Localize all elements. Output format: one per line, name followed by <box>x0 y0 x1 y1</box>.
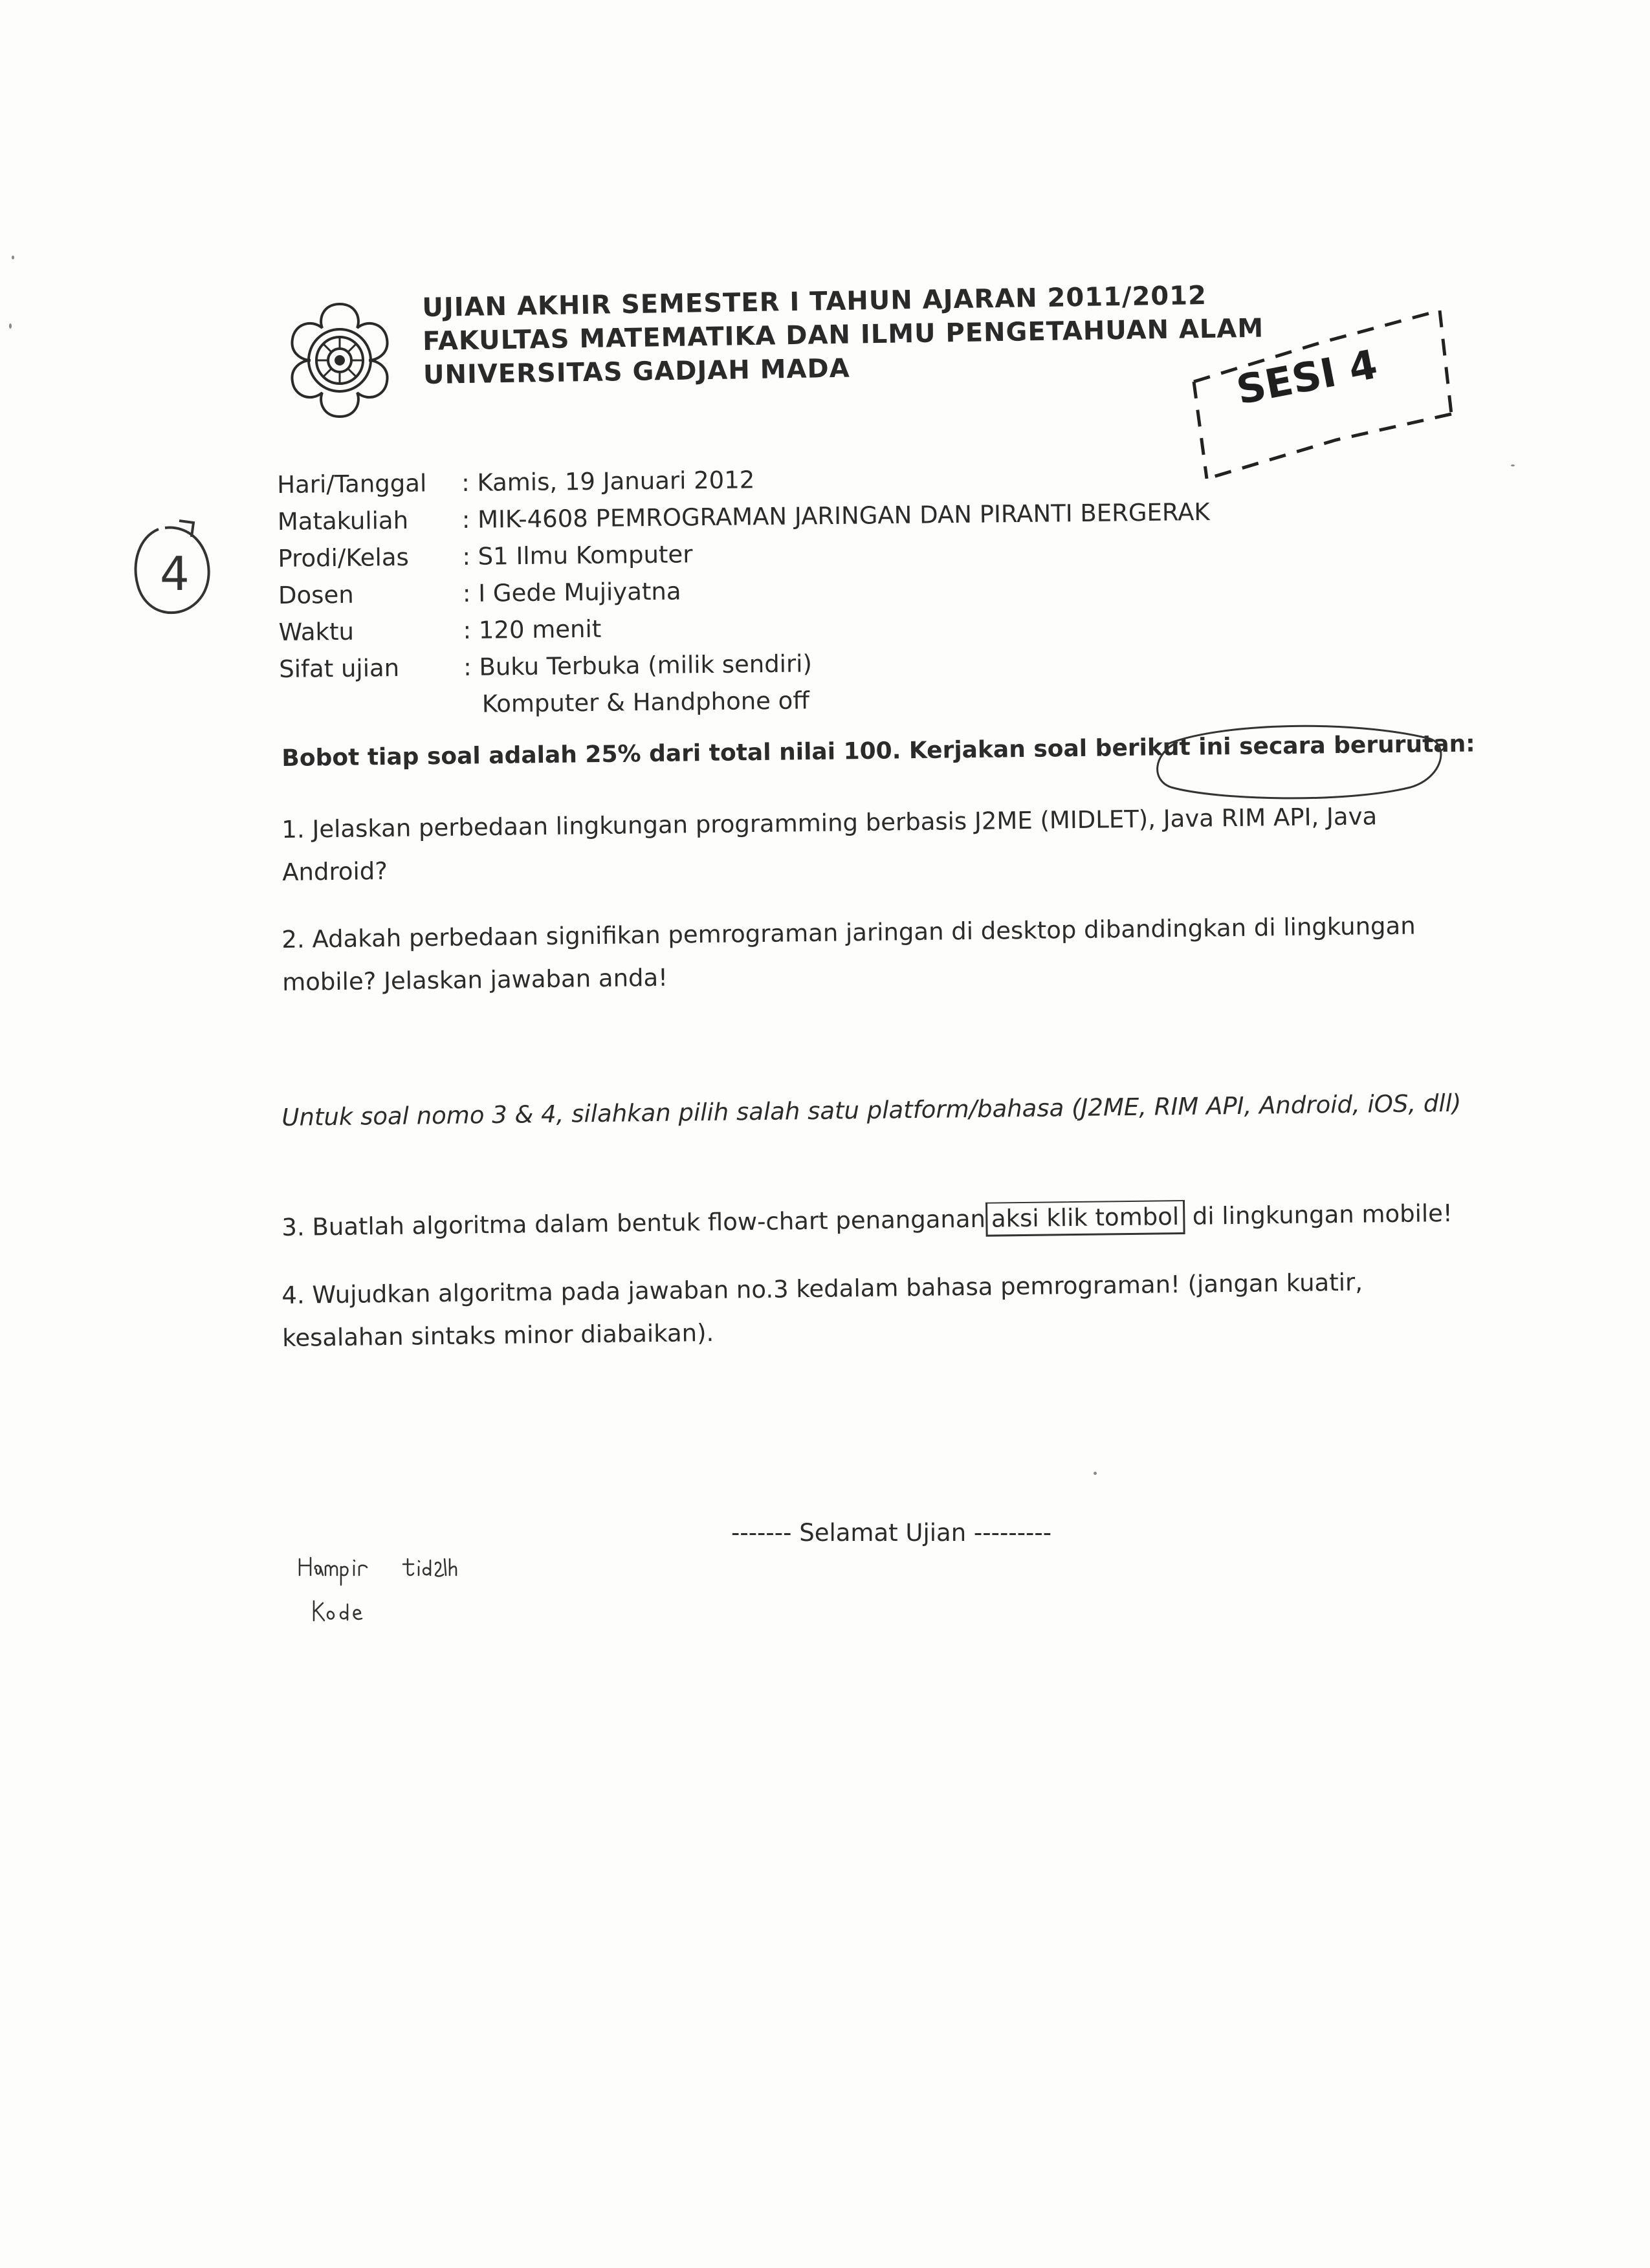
closing-greeting: ------- Selamat Ujian --------- <box>731 1519 1052 1547</box>
handwritten-note <box>294 1540 501 1643</box>
question-1: 1. Jelaskan perbedaan lingkungan programming berbasis J2ME (MIDLET), Java RIM API, Java Android? <box>281 802 1378 886</box>
info-value: : 120 menit <box>463 615 602 645</box>
info-value: : Buku Terbuka (milik sendiri) <box>463 649 813 681</box>
question-4: 4. Wujudkan algoritma pada jawaban no.3 kedalam bahasa pemrograman! (jangan kuatir, kesalahan sintaks minor diabaikan). <box>281 1268 1363 1352</box>
header-title: UJIAN AKHIR SEMESTER I TAHUN AJARAN 2011/2012 <box>422 280 1207 323</box>
question-3-text-end: di lingkungan mobile! <box>1184 1199 1453 1230</box>
info-value: : I Gede Mujiyatna <box>462 577 681 608</box>
info-value: : S1 Ilmu Komputer <box>462 540 693 571</box>
scan-speck <box>12 256 14 259</box>
info-label: Prodi/Kelas <box>278 543 410 572</box>
info-value: : Kamis, 19 Januari 2012 <box>461 466 755 497</box>
info-label: Sifat ujian <box>279 654 400 683</box>
scan-speck <box>9 323 12 329</box>
session-stamp: SESI 4 <box>1233 340 1381 414</box>
question-3-boxed-phrase: aksi klik tombol <box>985 1200 1185 1237</box>
circled-number-mark <box>126 518 217 631</box>
handwritten-circle-mark <box>1139 719 1449 803</box>
info-label: Matakuliah <box>277 506 409 536</box>
info-label: Dosen <box>278 580 354 609</box>
exam-info <box>277 459 1212 723</box>
header-faculty: FAKULTAS MATEMATIKA DAN ILMU PENGETAHUAN ALAM <box>422 313 1264 356</box>
question-3-text: 3. Buatlah algoritma dalam bentuk flow-chart penanganan <box>281 1205 986 1241</box>
scan-speck <box>1094 1472 1097 1475</box>
question-2: 2. Adakah perbedaan signifikan pemrograman jaringan di desktop dibandingkan di lingkungan mobile? Jelaskan jawaban anda! <box>281 911 1416 996</box>
info-label: Hari/Tanggal <box>277 469 427 499</box>
info-continuation: Komputer & Handphone off <box>481 686 810 718</box>
platform-note: Untuk soal nomo 3 & 4, silahkan pilih salah satu platform/bahasa (J2ME, RIM API, Android, iOS, dll) <box>281 1089 1462 1131</box>
info-label: Waktu <box>278 617 355 646</box>
header-university: UNIVERSITAS GADJAH MADA <box>423 353 850 390</box>
svg-text:4: 4 <box>160 547 190 601</box>
question-3 <box>281 1192 1453 1249</box>
university-seal-icon <box>278 299 401 422</box>
weight-instructions: Bobot tiap soal adalah 25% dari total nilai 100. Kerjakan soal berikut ini secara berurutan: <box>281 730 1475 772</box>
scan-speck <box>1511 464 1515 466</box>
info-value: : MIK-4608 PEMROGRAMAN JARINGAN DAN PIRANTI BERGERAK <box>461 497 1210 534</box>
